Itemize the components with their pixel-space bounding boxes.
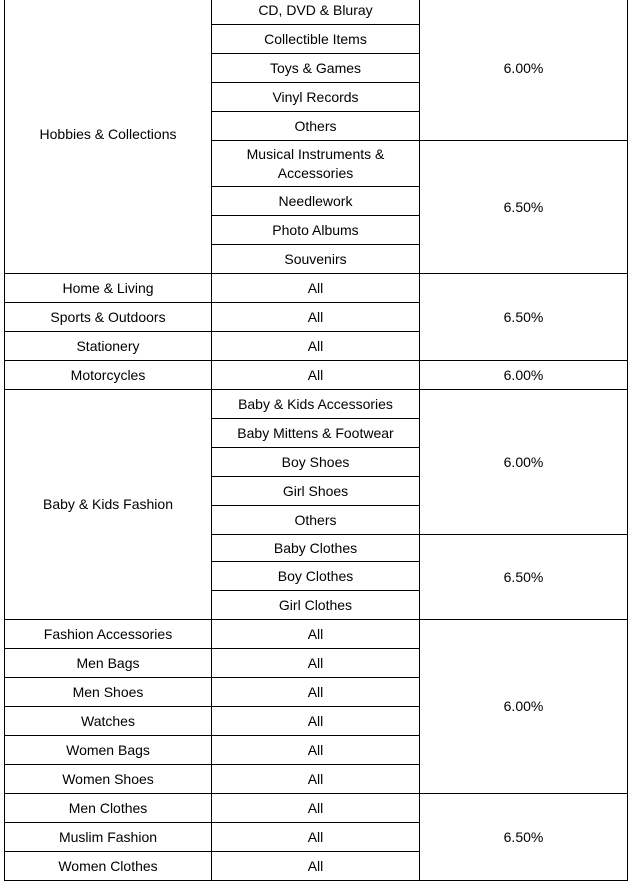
- subcategory-cell: All: [212, 765, 420, 794]
- subcategory-cell: Collectible Items: [212, 25, 420, 54]
- category-cell: Motorcycles: [5, 361, 212, 390]
- subcategory-cell: All: [212, 736, 420, 765]
- subcategory-cell: Others: [212, 112, 420, 141]
- fee-cell: 6.50%: [420, 535, 628, 620]
- category-cell: Men Shoes: [5, 678, 212, 707]
- category-cell: Watches: [5, 707, 212, 736]
- fee-cell: 6.50%: [420, 794, 628, 881]
- subcategory-cell: All: [212, 620, 420, 649]
- subcategory-cell: All: [212, 852, 420, 881]
- subcategory-cell: Needlework: [212, 187, 420, 216]
- category-cell: Hobbies & Collections: [5, 0, 212, 274]
- category-cell: Men Clothes: [5, 794, 212, 823]
- subcategory-cell: Toys & Games: [212, 54, 420, 83]
- subcategory-cell: Girl Shoes: [212, 477, 420, 506]
- table-row: [5, 361, 628, 390]
- table-row: [5, 274, 628, 303]
- category-cell: Home & Living: [5, 274, 212, 303]
- commission-fee-table: [4, 0, 628, 881]
- category-cell: Women Clothes: [5, 852, 212, 881]
- fee-cell: 6.00%: [420, 0, 628, 141]
- category-cell: Stationery: [5, 332, 212, 361]
- category-cell: Men Bags: [5, 649, 212, 678]
- subcategory-cell: All: [212, 274, 420, 303]
- subcategory-cell: All: [212, 361, 420, 390]
- table-row: [5, 794, 628, 823]
- fee-cell: 6.00%: [420, 361, 628, 390]
- subcategory-cell: Baby Clothes: [212, 535, 420, 562]
- category-cell: Fashion Accessories: [5, 620, 212, 649]
- subcategory-cell: Souvenirs: [212, 245, 420, 274]
- subcategory-cell: Boy Shoes: [212, 448, 420, 477]
- category-cell: Sports & Outdoors: [5, 303, 212, 332]
- subcategory-cell: All: [212, 823, 420, 852]
- table-row: [5, 620, 628, 649]
- fee-cell: 6.50%: [420, 274, 628, 361]
- fee-cell: 6.50%: [420, 141, 628, 274]
- subcategory-cell: Girl Clothes: [212, 591, 420, 620]
- subcategory-cell: CD, DVD & Bluray: [212, 0, 420, 25]
- subcategory-cell: All: [212, 707, 420, 736]
- category-cell: Women Bags: [5, 736, 212, 765]
- subcategory-cell: Photo Albums: [212, 216, 420, 245]
- subcategory-cell: Baby Mittens & Footwear: [212, 419, 420, 448]
- category-cell: Baby & Kids Fashion: [5, 390, 212, 620]
- subcategory-cell: Boy Clothes: [212, 562, 420, 591]
- subcategory-cell: All: [212, 678, 420, 707]
- subcategory-cell: All: [212, 649, 420, 678]
- fee-cell: 6.00%: [420, 620, 628, 794]
- subcategory-cell: All: [212, 303, 420, 332]
- table-row: [5, 390, 628, 419]
- subcategory-cell: Others: [212, 506, 420, 535]
- table-row: [5, 0, 628, 25]
- commission-fee-table-body: [5, 0, 628, 881]
- category-cell: Muslim Fashion: [5, 823, 212, 852]
- subcategory-cell: All: [212, 794, 420, 823]
- subcategory-cell: Musical Instruments & Accessories: [212, 141, 420, 187]
- subcategory-cell: All: [212, 332, 420, 361]
- subcategory-cell: Baby & Kids Accessories: [212, 390, 420, 419]
- category-cell: Women Shoes: [5, 765, 212, 794]
- subcategory-cell: Vinyl Records: [212, 83, 420, 112]
- fee-cell: 6.00%: [420, 390, 628, 535]
